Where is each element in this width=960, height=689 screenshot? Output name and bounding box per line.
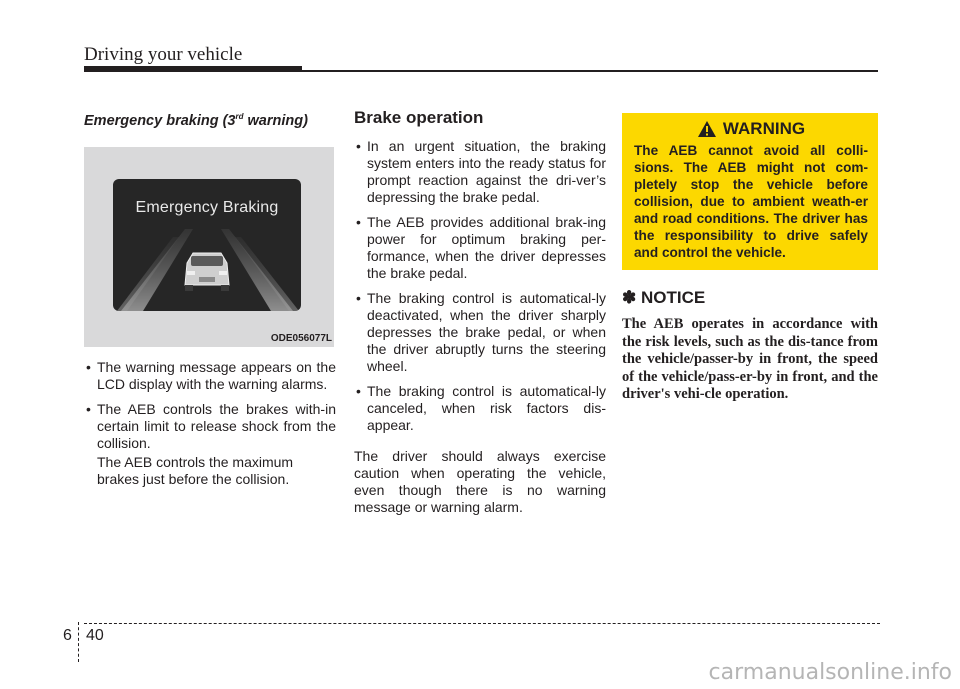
watermark: carmanualsonline.info — [708, 660, 952, 685]
list-item: • The AEB controls the brakes with-in certain limit to release shock from the collision. — [84, 401, 336, 452]
subsection-title — [84, 112, 336, 129]
lcd-message: Emergency Braking — [135, 198, 279, 216]
notice-body: The AEB operates in accordance with the risk levels, such as the dis-tance from the vehicle/passer-by in front, the speed of the vehicle/pass-er-by in front, and the driver's vehi-cle operation. — [622, 316, 878, 402]
indented-paragraph: The AEB controls the maximum brakes just before the collision. — [97, 453, 294, 487]
warning-body: The AEB cannot avoid all colli-sions. The AEB might not com-pletely stop the vehicle before collision, due to ambient weath-er and road conditions. The driver has the responsibility to drive safely and control the vehicle. — [634, 143, 868, 260]
figure-code: ODE056077L — [270, 332, 332, 344]
list-item: • In an urgent situation, the braking system enters into the ready status for prompt reaction against the dri-ver’s depressing the brake pedal. — [354, 138, 606, 206]
left-bullet-list — [84, 359, 336, 452]
list-item: • The braking control is automatical-ly deactivated, when the driver sharply depresses the brake pedal, or when the driver abruptly turns the steering wheel. — [354, 290, 606, 375]
cluster-display-figure — [84, 147, 334, 347]
footer-divider — [78, 622, 79, 662]
left-column — [84, 108, 336, 488]
footer-rule — [84, 623, 880, 624]
middle-bullet-list — [354, 138, 606, 434]
page-number: 40 — [86, 627, 104, 644]
subsection-title-sup: rd — [235, 112, 244, 121]
warning-box — [622, 113, 878, 270]
lcd-screen — [113, 179, 301, 311]
middle-column — [354, 108, 606, 516]
list-item: • The warning message appears on the LCD display with the warning alarms. — [84, 359, 336, 393]
warning-title — [634, 119, 868, 139]
notice-title: ✽ NOTICE — [622, 288, 706, 307]
subsection-title-pre: Emergency braking (3 — [84, 112, 236, 129]
subsection-title-post: warning) — [243, 112, 308, 129]
chapter-number: 6 — [63, 627, 72, 644]
list-item: • The AEB provides additional brak-ing power for optimum braking per-formance, when the driver depresses the brake pedal. — [354, 214, 606, 282]
warning-triangle-icon — [697, 120, 717, 138]
body-paragraph: The driver should always exercise caution when operating the vehicle, even though there is no warning message or warning alarm. — [354, 448, 606, 515]
warning-title-text: WARNING — [722, 119, 806, 138]
car-rear-illustration — [113, 179, 301, 311]
list-item: • The braking control is automatical-ly canceled, when risk factors dis-appear. — [354, 383, 606, 434]
running-header: Driving your vehicle — [84, 44, 243, 65]
header-thin-rule — [302, 70, 878, 72]
right-column — [622, 113, 878, 404]
section-heading: Brake operation — [354, 108, 484, 127]
header-thick-rule — [84, 66, 302, 72]
